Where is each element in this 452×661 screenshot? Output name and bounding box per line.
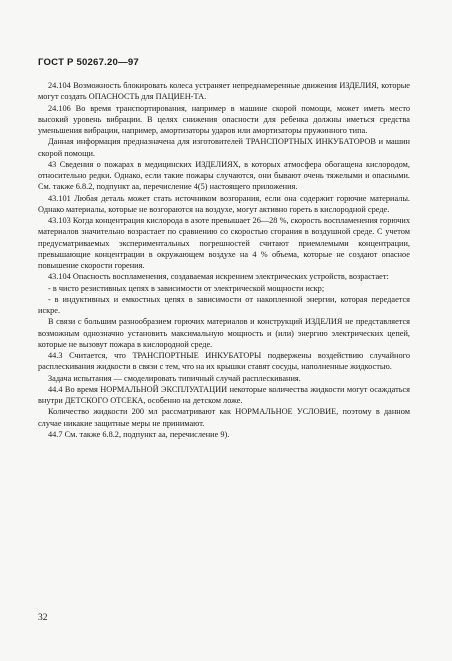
list-item-resistive: - в чисто резистивных цепях в зависимости от электрической мощности искр; — [48, 283, 325, 293]
paragraph-24-104: 24.104 Возможность блокировать колеса устраняет непреднамеренные движения ИЗДЕЛИЯ, которые могут создать ОПАСНОСТЬ для ПАЦИЕН-ТА. — [38, 81, 410, 102]
paragraph-combustible-materials: В связи с большим разнообразием горючих материалов и конструкций ИЗДЕЛИЯ не представляется возможным однозначно установить максимальную мощность и (или) энергию электрических цепей, которые не вызовут пожара в кислородной среде. — [38, 317, 410, 349]
paragraph-44-7: 44.7 См. также 6.8.2, подпункт аа, перечисление 9). — [48, 429, 230, 439]
standard-header: ГОСТ Р 50267.20—97 — [38, 57, 139, 68]
paragraph-test-task: Задача испытания — смоделировать типичный случай расплескивания. — [48, 373, 301, 383]
list-item-inductive: - в индуктивных и емкостных цепях в зависимости от накопленной энергии, которая передается искре. — [38, 294, 410, 315]
paragraph-manufacturer-info: Данная информация предназначена для изготовителей ТРАНСПОРТНЫХ ИНКУБАТОРОВ и машин скорой помощи. — [38, 137, 410, 158]
paragraph-44-4: 44.4 Во время НОРМАЛЬНОЙ ЭКСПЛУАТАЦИИ некоторые количества жидкости могут осаждаться внутри ДЕТСКОГО ОТСЕКА, особенно на детском ложе. — [38, 384, 410, 405]
paragraph-24-106: 24.106 Во время транспортирования, например в машине скорой помощи, может иметь место высокий уровень вибрации. В целях снижения опасности для ребенка должны иметься средства уменьшения вибрации, например, амортизаторы ударов или амортизаторы пружинного типа. — [38, 103, 410, 135]
body-text — [38, 80, 410, 440]
page-number: 32 — [38, 613, 48, 623]
paragraph-43: 43 Сведения о пожарах в медицинских ИЗДЕЛИЯХ, в которых атмосфера обогащена кислородом, относительно редки. Однако, если такие пожары случаются, они бывают очень тяжелыми и опасными. См. также 6.8.2, подпункт аа, перечисление 4(5) настоящего приложения. — [38, 159, 410, 192]
paragraph-43-103: 43.103 Когда концентрация кислорода в азоте превышает 26—28 %, скорость воспламенения горючих материалов значительно возрастает по сравнению со скоростью сгорания в воздушной среде. С учетом предусматриваемых экспериментальных погрешностей считают приемлемыми концентрации, превышающие концентрации в окружающем воздухе на 4 % объема, которые не создают опасное повышение скорости горения. — [38, 216, 410, 270]
paragraph-liquid-quantity: Количество жидкости 200 мл рассматривают как НОРМАЛЬНОЕ УСЛОВИЕ, поэтому в данном случае никакие защитные меры не принимают. — [38, 407, 410, 428]
paragraph-43-101: 43.101 Любая деталь может стать источником возгорания, если она содержит горючие материалы. Однако материалы, которые не возгораются на воздухе, могут активно гореть в кислородной среде. — [38, 193, 410, 214]
paragraph-43-104: 43.104 Опасность воспламенения, создаваемая искрением электрических устройств, возрастает: — [48, 272, 389, 282]
paragraph-44-3: 44.3 Считается, что ТРАНСПОРТНЫЕ ИНКУБАТОРЫ подвержены воздействию случайного расплескивания жидкости в связи с тем, что на их крышки ставят сосуды, наполненные жидкостью. — [38, 351, 410, 372]
